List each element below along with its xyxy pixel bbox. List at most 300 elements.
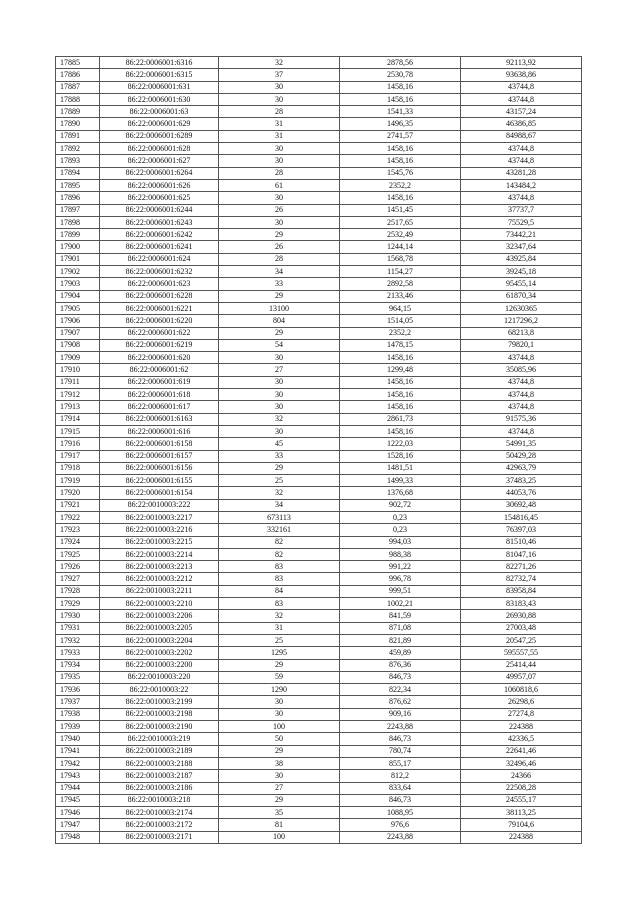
value-cell: 43925,84: [461, 253, 582, 265]
table-row: [56, 266, 582, 278]
cadastral-number-cell: 86:22:0010003:2198: [100, 708, 219, 720]
table-row: [56, 745, 582, 757]
cadastral-number-cell: 86:22:0006001:620: [100, 352, 219, 364]
table-row: [56, 647, 582, 659]
table-row: [56, 757, 582, 769]
value-cell: 43744,8: [461, 192, 582, 204]
cadastral-number-cell: 86:22:0006001:628: [100, 143, 219, 155]
rate-cell: 996,78: [340, 573, 461, 585]
table-row: [56, 167, 582, 179]
area-cell: 29: [219, 327, 340, 339]
cadastral-number-cell: 86:22:0010003:22: [100, 684, 219, 696]
area-cell: 30: [219, 376, 340, 388]
row-number-cell: 17930: [56, 610, 100, 622]
value-cell: 24555,17: [461, 794, 582, 806]
area-cell: 29: [219, 659, 340, 671]
cadastral-number-cell: 86:22:0006001:626: [100, 179, 219, 191]
area-cell: 81: [219, 819, 340, 831]
value-cell: 37483,25: [461, 475, 582, 487]
area-cell: 32: [219, 487, 340, 499]
row-number-cell: 17912: [56, 389, 100, 401]
value-cell: 50429,28: [461, 450, 582, 462]
rate-cell: 2741,57: [340, 130, 461, 142]
table-row: [56, 229, 582, 241]
row-number-cell: 17938: [56, 708, 100, 720]
value-cell: 20547,25: [461, 634, 582, 646]
rate-cell: 902,72: [340, 499, 461, 511]
rate-cell: 1376,68: [340, 487, 461, 499]
rate-cell: 976,6: [340, 819, 461, 831]
value-cell: 43744,8: [461, 352, 582, 364]
value-cell: 61870,34: [461, 290, 582, 302]
table-row: [56, 106, 582, 118]
area-cell: 29: [219, 290, 340, 302]
area-cell: 30: [219, 143, 340, 155]
area-cell: 29: [219, 794, 340, 806]
table-row: [56, 376, 582, 388]
row-number-cell: 17890: [56, 118, 100, 130]
cadastral-number-cell: 86:22:0010003:2171: [100, 831, 219, 843]
rate-cell: 1528,16: [340, 450, 461, 462]
value-cell: 82732,74: [461, 573, 582, 585]
area-cell: 59: [219, 671, 340, 683]
table-row: [56, 831, 582, 843]
row-number-cell: 17896: [56, 192, 100, 204]
cadastral-number-cell: 86:22:0010003:2211: [100, 585, 219, 597]
row-number-cell: 17900: [56, 241, 100, 253]
rate-cell: 1481,51: [340, 462, 461, 474]
row-number-cell: 17889: [56, 106, 100, 118]
value-cell: 22508,28: [461, 782, 582, 794]
table-row: [56, 721, 582, 733]
area-cell: 30: [219, 708, 340, 720]
area-cell: 45: [219, 438, 340, 450]
rate-cell: 1458,16: [340, 389, 461, 401]
row-number-cell: 17947: [56, 819, 100, 831]
cadastral-number-cell: 86:22:0006001:6163: [100, 413, 219, 425]
area-cell: 32: [219, 413, 340, 425]
value-cell: 12630365: [461, 302, 582, 314]
area-cell: 100: [219, 721, 340, 733]
cadastral-number-cell: 86:22:0010003:218: [100, 794, 219, 806]
cadastral-number-cell: 86:22:0010003:2200: [100, 659, 219, 671]
area-cell: 83: [219, 573, 340, 585]
cadastral-number-cell: 86:22:0006001:616: [100, 425, 219, 437]
rate-cell: 2861,73: [340, 413, 461, 425]
area-cell: 673113: [219, 511, 340, 523]
area-cell: 82: [219, 536, 340, 548]
row-number-cell: 17887: [56, 81, 100, 93]
value-cell: 43744,8: [461, 389, 582, 401]
table-row: [56, 536, 582, 548]
value-cell: 224388: [461, 831, 582, 843]
rate-cell: 846,73: [340, 733, 461, 745]
area-cell: 29: [219, 745, 340, 757]
table-row: [56, 794, 582, 806]
cadastral-number-cell: 86:22:0006001:6157: [100, 450, 219, 462]
row-number-cell: 17923: [56, 524, 100, 536]
area-cell: 25: [219, 634, 340, 646]
row-number-cell: 17934: [56, 659, 100, 671]
table-row: [56, 770, 582, 782]
cadastral-number-cell: 86:22:0006001:62: [100, 364, 219, 376]
row-number-cell: 17908: [56, 339, 100, 351]
cadastral-number-cell: 86:22:0010003:2199: [100, 696, 219, 708]
row-number-cell: 17928: [56, 585, 100, 597]
value-cell: 49957,07: [461, 671, 582, 683]
value-cell: 79104,6: [461, 819, 582, 831]
rate-cell: 1451,45: [340, 204, 461, 216]
area-cell: 33: [219, 450, 340, 462]
rate-cell: 846,73: [340, 794, 461, 806]
row-number-cell: 17907: [56, 327, 100, 339]
table-row: [56, 290, 582, 302]
row-number-cell: 17901: [56, 253, 100, 265]
table-row: [56, 57, 582, 69]
row-number-cell: 17924: [56, 536, 100, 548]
area-cell: 27: [219, 364, 340, 376]
rate-cell: 1088,95: [340, 807, 461, 819]
row-number-cell: 17903: [56, 278, 100, 290]
row-number-cell: 17910: [56, 364, 100, 376]
row-number-cell: 17929: [56, 598, 100, 610]
table-row: [56, 204, 582, 216]
row-number-cell: 17940: [56, 733, 100, 745]
area-cell: 1290: [219, 684, 340, 696]
table-row: [56, 253, 582, 265]
table-row: [56, 179, 582, 191]
area-cell: 27: [219, 782, 340, 794]
row-number-cell: 17927: [56, 573, 100, 585]
table-row: [56, 192, 582, 204]
area-cell: 83: [219, 561, 340, 573]
rate-cell: 1299,48: [340, 364, 461, 376]
table-row: [56, 696, 582, 708]
area-cell: 30: [219, 352, 340, 364]
table-row: [56, 807, 582, 819]
rate-cell: 822,34: [340, 684, 461, 696]
value-cell: 81047,16: [461, 548, 582, 560]
rate-cell: 2517,65: [340, 216, 461, 228]
row-number-cell: 17925: [56, 548, 100, 560]
area-cell: 30: [219, 81, 340, 93]
area-cell: 83: [219, 598, 340, 610]
area-cell: 32: [219, 57, 340, 69]
row-number-cell: 17902: [56, 266, 100, 278]
rate-cell: 2892,58: [340, 278, 461, 290]
row-number-cell: 17935: [56, 671, 100, 683]
cadastral-number-cell: 86:22:0010003:2172: [100, 819, 219, 831]
row-number-cell: 17941: [56, 745, 100, 757]
cadastral-number-cell: 86:22:0010003:2217: [100, 511, 219, 523]
value-cell: 92113,92: [461, 57, 582, 69]
rate-cell: 991,22: [340, 561, 461, 573]
row-number-cell: 17897: [56, 204, 100, 216]
value-cell: 39245,18: [461, 266, 582, 278]
row-number-cell: 17899: [56, 229, 100, 241]
row-number-cell: 17918: [56, 462, 100, 474]
cadastral-number-cell: 86:22:0006001:624: [100, 253, 219, 265]
rate-cell: 821,89: [340, 634, 461, 646]
rate-cell: 2352,2: [340, 179, 461, 191]
area-cell: 30: [219, 192, 340, 204]
cadastral-number-cell: 86:22:0006001:6289: [100, 130, 219, 142]
cadastral-number-cell: 86:22:0006001:6243: [100, 216, 219, 228]
value-cell: 83183,43: [461, 598, 582, 610]
area-cell: 32: [219, 610, 340, 622]
cadastral-number-cell: 86:22:0006001:6221: [100, 302, 219, 314]
value-cell: 95455,14: [461, 278, 582, 290]
value-cell: 595557,55: [461, 647, 582, 659]
table-row: [56, 352, 582, 364]
area-cell: 84: [219, 585, 340, 597]
value-cell: 76397,03: [461, 524, 582, 536]
row-number-cell: 17891: [56, 130, 100, 142]
value-cell: 24366: [461, 770, 582, 782]
row-number-cell: 17909: [56, 352, 100, 364]
rate-cell: 1545,76: [340, 167, 461, 179]
value-cell: 73442,21: [461, 229, 582, 241]
value-cell: 75529,5: [461, 216, 582, 228]
area-cell: 31: [219, 130, 340, 142]
row-number-cell: 17936: [56, 684, 100, 696]
rate-cell: 1458,16: [340, 93, 461, 105]
area-cell: 30: [219, 770, 340, 782]
area-cell: 332161: [219, 524, 340, 536]
cadastral-number-cell: 86:22:0010003:2174: [100, 807, 219, 819]
row-number-cell: 17919: [56, 475, 100, 487]
area-cell: 35: [219, 807, 340, 819]
value-cell: 46386,85: [461, 118, 582, 130]
rate-cell: 1458,16: [340, 81, 461, 93]
rate-cell: 999,51: [340, 585, 461, 597]
area-cell: 34: [219, 499, 340, 511]
rate-cell: 1222,03: [340, 438, 461, 450]
table-row: [56, 548, 582, 560]
value-cell: 83958,84: [461, 585, 582, 597]
rate-cell: 909,16: [340, 708, 461, 720]
area-cell: 30: [219, 401, 340, 413]
cadastral-number-cell: 86:22:0006001:6155: [100, 475, 219, 487]
value-cell: 35085,96: [461, 364, 582, 376]
cadastral-number-cell: 86:22:0010003:2187: [100, 770, 219, 782]
value-cell: 93638,86: [461, 69, 582, 81]
cadastral-number-cell: 86:22:0010003:2204: [100, 634, 219, 646]
table-row: [56, 93, 582, 105]
cadastral-number-cell: 86:22:0010003:2205: [100, 622, 219, 634]
rate-cell: 459,89: [340, 647, 461, 659]
value-cell: 32347,64: [461, 241, 582, 253]
value-cell: 43281,28: [461, 167, 582, 179]
cadastral-number-cell: 86:22:0006001:6232: [100, 266, 219, 278]
row-number-cell: 17917: [56, 450, 100, 462]
value-cell: 154816,45: [461, 511, 582, 523]
area-cell: 804: [219, 315, 340, 327]
row-number-cell: 17888: [56, 93, 100, 105]
value-cell: 43744,8: [461, 93, 582, 105]
value-cell: 32496,46: [461, 757, 582, 769]
table-row: [56, 413, 582, 425]
area-cell: 54: [219, 339, 340, 351]
row-number-cell: 17911: [56, 376, 100, 388]
table-row: [56, 499, 582, 511]
area-cell: 31: [219, 622, 340, 634]
table-row: [56, 315, 582, 327]
rate-cell: 988,38: [340, 548, 461, 560]
row-number-cell: 17892: [56, 143, 100, 155]
table-row: [56, 339, 582, 351]
area-cell: 30: [219, 216, 340, 228]
rate-cell: 812,2: [340, 770, 461, 782]
cadastral-number-cell: 86:22:0010003:2206: [100, 610, 219, 622]
value-cell: 43744,8: [461, 401, 582, 413]
area-cell: 29: [219, 229, 340, 241]
area-cell: 50: [219, 733, 340, 745]
cadastral-number-cell: 86:22:0006001:627: [100, 155, 219, 167]
row-number-cell: 17945: [56, 794, 100, 806]
table-row: [56, 216, 582, 228]
table-row: [56, 671, 582, 683]
cadastral-number-cell: 86:22:0010003:2186: [100, 782, 219, 794]
cadastral-number-cell: 86:22:0006001:619: [100, 376, 219, 388]
table-row: [56, 524, 582, 536]
table-row: [56, 438, 582, 450]
cadastral-number-cell: 86:22:0010003:2189: [100, 745, 219, 757]
area-cell: 30: [219, 155, 340, 167]
row-number-cell: 17904: [56, 290, 100, 302]
value-cell: 143484,2: [461, 179, 582, 191]
value-cell: 1217296,2: [461, 315, 582, 327]
value-cell: 43744,8: [461, 81, 582, 93]
cadastral-number-cell: 86:22:0010003:2214: [100, 548, 219, 560]
table-row: [56, 610, 582, 622]
row-number-cell: 17895: [56, 179, 100, 191]
area-cell: 38: [219, 757, 340, 769]
value-cell: 82271,26: [461, 561, 582, 573]
rate-cell: 1514,05: [340, 315, 461, 327]
rate-cell: 1458,16: [340, 401, 461, 413]
cadastral-number-cell: 86:22:0006001:63: [100, 106, 219, 118]
cadastral-number-cell: 86:22:0006001:6220: [100, 315, 219, 327]
table-row: [56, 659, 582, 671]
row-number-cell: 17898: [56, 216, 100, 228]
cadastral-number-cell: 86:22:0006001:6244: [100, 204, 219, 216]
table-row: [56, 733, 582, 745]
value-cell: 81510,46: [461, 536, 582, 548]
rate-cell: 2878,56: [340, 57, 461, 69]
cadastral-number-cell: 86:22:0010003:2188: [100, 757, 219, 769]
cadastral-number-cell: 86:22:0006001:630: [100, 93, 219, 105]
rate-cell: 1478,15: [340, 339, 461, 351]
cadastral-number-cell: 86:22:0006001:618: [100, 389, 219, 401]
rate-cell: 876,36: [340, 659, 461, 671]
rate-cell: 1458,16: [340, 352, 461, 364]
rate-cell: 871,08: [340, 622, 461, 634]
table-row: [56, 819, 582, 831]
area-cell: 61: [219, 179, 340, 191]
area-cell: 29: [219, 462, 340, 474]
table-row: [56, 708, 582, 720]
cadastral-number-cell: 86:22:0010003:222: [100, 499, 219, 511]
rate-cell: 2133,46: [340, 290, 461, 302]
cadastral-number-cell: 86:22:0006001:6242: [100, 229, 219, 241]
rate-cell: 1568,78: [340, 253, 461, 265]
value-cell: 91575,36: [461, 413, 582, 425]
rate-cell: 876,62: [340, 696, 461, 708]
area-cell: 33: [219, 278, 340, 290]
rate-cell: 0,23: [340, 511, 461, 523]
area-cell: 28: [219, 167, 340, 179]
value-cell: 43744,8: [461, 425, 582, 437]
rate-cell: 994,03: [340, 536, 461, 548]
cadastral-number-cell: 86:22:0006001:6219: [100, 339, 219, 351]
value-cell: 1060818,6: [461, 684, 582, 696]
table-row: [56, 241, 582, 253]
cadastral-number-cell: 86:22:0006001:622: [100, 327, 219, 339]
area-cell: 100: [219, 831, 340, 843]
cadastral-number-cell: 86:22:0010003:2212: [100, 573, 219, 585]
rate-cell: 1244,14: [340, 241, 461, 253]
cadastral-number-cell: 86:22:0010003:2190: [100, 721, 219, 733]
table-row: [56, 475, 582, 487]
area-cell: 25: [219, 475, 340, 487]
rate-cell: 1499,33: [340, 475, 461, 487]
area-cell: 34: [219, 266, 340, 278]
value-cell: 25414,44: [461, 659, 582, 671]
cadastral-number-cell: 86:22:0006001:6154: [100, 487, 219, 499]
cadastral-number-cell: 86:22:0010003:2215: [100, 536, 219, 548]
row-number-cell: 17893: [56, 155, 100, 167]
row-number-cell: 17886: [56, 69, 100, 81]
rate-cell: 1458,16: [340, 192, 461, 204]
row-number-cell: 17906: [56, 315, 100, 327]
cadastral-number-cell: 86:22:0010003:219: [100, 733, 219, 745]
table-row: [56, 684, 582, 696]
area-cell: 26: [219, 204, 340, 216]
row-number-cell: 17914: [56, 413, 100, 425]
row-number-cell: 17916: [56, 438, 100, 450]
rate-cell: 841,59: [340, 610, 461, 622]
row-number-cell: 17894: [56, 167, 100, 179]
table-row: [56, 143, 582, 155]
cadastral-number-cell: 86:22:0006001:625: [100, 192, 219, 204]
value-cell: 84988,67: [461, 130, 582, 142]
cadastral-number-cell: 86:22:0006001:6241: [100, 241, 219, 253]
rate-cell: 0,23: [340, 524, 461, 536]
table-row: [56, 573, 582, 585]
table-row: [56, 327, 582, 339]
row-number-cell: 17946: [56, 807, 100, 819]
rate-cell: 2352,2: [340, 327, 461, 339]
area-cell: 28: [219, 106, 340, 118]
rate-cell: 1458,16: [340, 155, 461, 167]
rate-cell: 2243,88: [340, 831, 461, 843]
rate-cell: 1458,16: [340, 143, 461, 155]
row-number-cell: 17948: [56, 831, 100, 843]
value-cell: 26930,88: [461, 610, 582, 622]
area-cell: 28: [219, 253, 340, 265]
area-cell: 30: [219, 425, 340, 437]
cadastral-number-cell: 86:22:0006001:623: [100, 278, 219, 290]
table-row: [56, 155, 582, 167]
row-number-cell: 17885: [56, 57, 100, 69]
table-row: [56, 561, 582, 573]
row-number-cell: 17926: [56, 561, 100, 573]
rate-cell: 2532,49: [340, 229, 461, 241]
table-row: [56, 69, 582, 81]
cadastral-number-cell: 86:22:0006001:631: [100, 81, 219, 93]
cadastral-number-cell: 86:22:0006001:6228: [100, 290, 219, 302]
